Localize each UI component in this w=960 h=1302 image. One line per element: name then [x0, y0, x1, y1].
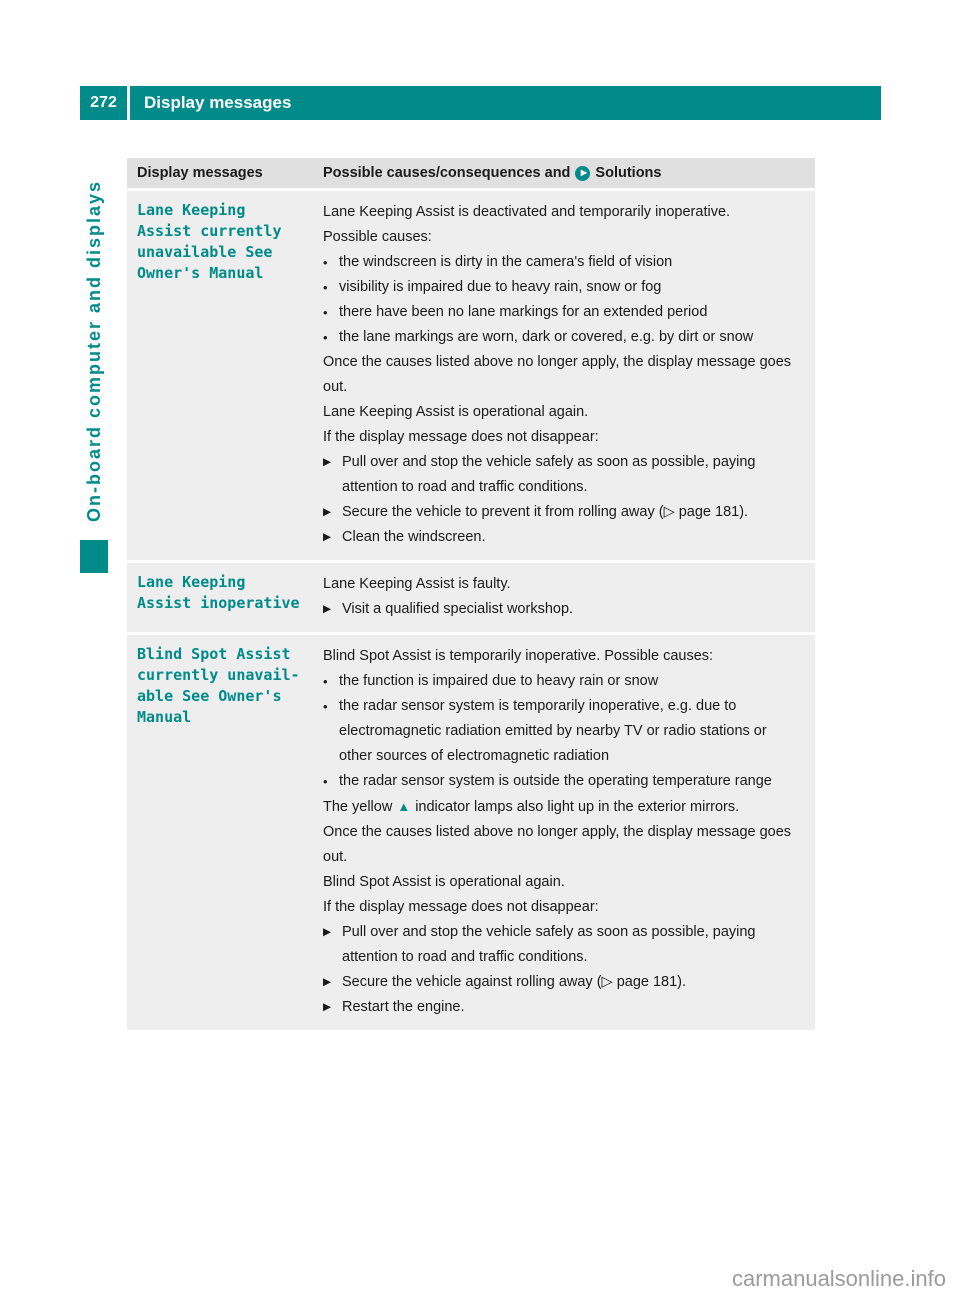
bullet-item	[323, 694, 799, 769]
paragraph: Blind Spot Assist is temporarily inoperative. Possible causes:	[323, 648, 714, 664]
solutions-arrow-glyph: ▶	[580, 168, 587, 177]
bullet-icon: •	[323, 280, 328, 295]
instruction-arrow-icon: ▶	[323, 976, 332, 988]
watermark: carmanualsonline.info	[731, 1266, 946, 1291]
instruction-item	[323, 597, 799, 622]
bullet-icon: •	[323, 774, 328, 789]
instruction-text: Pull over and stop the vehicle safely as soon as possible, paying attention to road and traffic conditions.	[342, 924, 756, 965]
paragraph: If the display message does not disappear:	[323, 899, 599, 915]
instruction-item	[323, 525, 799, 550]
display-message-text: Assist inoperative	[137, 594, 300, 612]
bullet-text: the radar sensor system is temporarily inoperative, e.g. due to electromagnetic radiation emitted by nearby TV or radio stations or other sources of electromagnetic radiation	[339, 698, 767, 764]
chapter-title: Display messages	[144, 93, 292, 112]
display-message-text: Assist currently	[137, 222, 282, 240]
page-number-badge	[80, 86, 127, 120]
bullet-item	[323, 275, 799, 300]
page-number: 272	[90, 94, 117, 111]
col-header-causes	[323, 158, 815, 188]
display-message-text: Lane Keeping	[137, 573, 246, 591]
paragraph-with-icon	[323, 794, 799, 820]
display-message-cell	[127, 563, 323, 632]
bullet-text: the lane markings are worn, dark or covered, e.g. by dirt or snow	[339, 329, 754, 345]
display-message-text: currently unavail-	[137, 666, 300, 684]
bullet-text: the radar sensor system is outside the operating temperature range	[339, 773, 772, 789]
instruction-item	[323, 920, 799, 970]
bullet-item	[323, 769, 799, 794]
display-message-text: unavailable See	[137, 243, 273, 261]
bullet-text: the windscreen is dirty in the camera's field of vision	[339, 254, 673, 270]
paragraph: Lane Keeping Assist is faulty.	[323, 576, 511, 592]
causes-cell	[323, 635, 815, 1030]
instruction-text: Pull over and stop the vehicle safely as soon as possible, paying attention to road and traffic conditions.	[342, 454, 756, 495]
instruction-arrow-icon: ▶	[323, 926, 332, 938]
instruction-arrow-icon: ▶	[323, 1001, 332, 1013]
chapter-header-bar	[130, 86, 881, 120]
instruction-text: Secure the vehicle to prevent it from rolling away (▷ page 181).	[342, 504, 749, 520]
bullet-item	[323, 325, 799, 350]
instruction-arrow-icon: ▶	[323, 603, 332, 615]
table-row	[127, 635, 815, 1030]
causes-cell	[323, 191, 815, 560]
blind-spot-warning-icon: ▲	[397, 799, 411, 814]
bullet-text: there have been no lane markings for an extended period	[339, 304, 708, 320]
bullet-icon: •	[323, 674, 328, 689]
paragraph: Lane Keeping Assist is deactivated and temporarily inoperative.	[323, 204, 731, 220]
display-message-text: Blind Spot Assist	[137, 645, 291, 663]
causes-header-suffix: Solutions	[595, 165, 662, 181]
display-message-text: Lane Keeping	[137, 201, 246, 219]
paragraph: Blind Spot Assist is operational again.	[323, 874, 565, 890]
causes-header-prefix: Possible causes/consequences and	[323, 165, 571, 181]
causes-cell	[323, 563, 815, 632]
text-after: indicator lamps also light up in the exterior mirrors.	[415, 799, 740, 815]
table-row	[127, 191, 815, 560]
col-header-display-messages: Display messages	[137, 165, 263, 181]
display-message-text: Owner's Manual	[137, 264, 264, 282]
paragraph: Possible causes:	[323, 229, 432, 245]
instruction-arrow-icon: ▶	[323, 456, 332, 468]
bullet-item	[323, 250, 799, 275]
display-message-cell	[127, 191, 323, 560]
instruction-item	[323, 500, 799, 525]
display-message-text: able See Owner's	[137, 687, 282, 705]
bullet-icon: •	[323, 255, 328, 270]
bullet-icon: •	[323, 305, 328, 320]
instruction-item	[323, 450, 799, 500]
instruction-arrow-icon: ▶	[323, 531, 332, 543]
bullet-text: the function is impaired due to heavy rain or snow	[339, 673, 659, 689]
display-messages-table	[127, 158, 815, 1033]
bullet-text: visibility is impaired due to heavy rain, snow or fog	[339, 279, 662, 295]
instruction-item	[323, 970, 799, 995]
table-row	[127, 563, 815, 632]
bullet-item	[323, 300, 799, 325]
instruction-text: Restart the engine.	[342, 999, 465, 1015]
table-body	[127, 191, 815, 1030]
bullet-icon: •	[323, 330, 328, 345]
bullet-icon: •	[323, 699, 328, 714]
solutions-icon	[575, 166, 590, 181]
paragraph: Once the causes listed above no longer apply, the display message goes out.	[323, 354, 792, 395]
instruction-arrow-icon: ▶	[323, 506, 332, 518]
instruction-item	[323, 995, 799, 1020]
text-before: The yellow	[323, 799, 393, 815]
table-header-row	[127, 158, 815, 188]
paragraph: Once the causes listed above no longer apply, the display message goes out.	[323, 824, 792, 865]
chapter-tab-marker	[80, 540, 108, 573]
sidebar-chapter-label: On-board computer and displays	[84, 179, 104, 523]
display-message-text: Manual	[137, 708, 192, 726]
paragraph: Lane Keeping Assist is operational again.	[323, 404, 589, 420]
instruction-text: Clean the windscreen.	[342, 529, 486, 545]
paragraph: If the display message does not disappear:	[323, 429, 599, 445]
instruction-text: Secure the vehicle against rolling away (▷ page 181).	[342, 974, 687, 990]
bullet-item	[323, 669, 799, 694]
display-message-cell	[127, 635, 323, 1030]
instruction-text: Visit a qualified specialist workshop.	[342, 601, 574, 617]
